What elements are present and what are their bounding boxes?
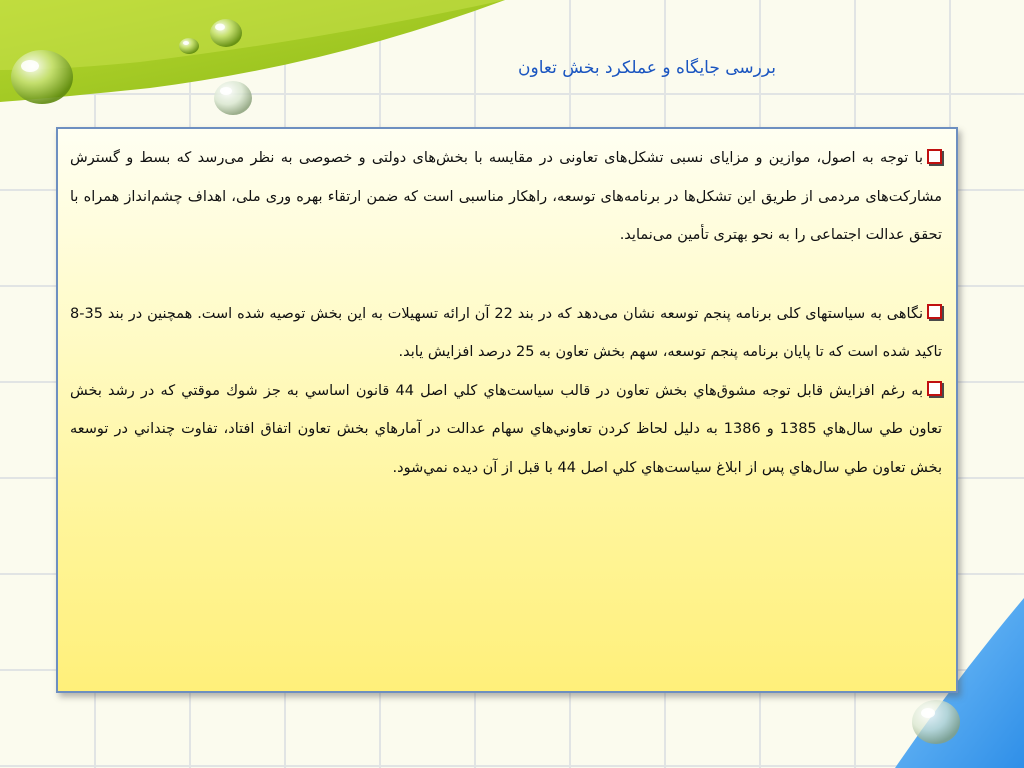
checkbox-bullet-icon [927,149,942,164]
bullet-paragraph-3 [70,372,942,488]
water-drop-icon [11,50,73,104]
water-drop-icon [210,19,242,47]
bullet-paragraph-1 [70,139,942,255]
water-drop-icon [214,81,252,115]
bullet-paragraph-2 [70,295,942,372]
water-drop-icon [179,38,199,54]
checkbox-bullet-icon [927,304,942,319]
paragraph-text-1: با توجه به اصول، موازین و مزایای نسبی تشکل‌های تعاونی در مقایسه با بخش‌های دولتی و خصوصی به نظر می‌رسد که بسط و گسترش مشارکت‌های مردمی از طریق این تشکل‌ها در برنامه‌های توسعه، راهکار مناسبی است که ضمن ارتقاء بهره وری ملی، اهداف چشم‌انداز همراه با تحقق عدالت اجتماعی را به نحو بهتری تأمین می‌نماید. [70,150,942,243]
content-box [56,127,958,693]
paragraph-text-3: به رغم افزايش قابل توجه مشوق‌هاي بخش تعاون در قالب سياست‌هاي كلي اصل 44 قانون اساسي به جز شوك موقتي كه در رشد بخش تعاون طي سال‌هاي 1385 و 1386 به دليل لحاظ كردن تعاوني‌هاي سهام عدالت در آمارهاي بخش تعاون اتفاق افتاد، تفاوت چنداني در توسعه بخش تعاون طي سال‌هاي پس از ابلاغ سياست‌هاي كلي اصل 44 با قبل از آن ديده نمي‌شود. [70,382,942,476]
paragraph-text-2: نگاهی به سیاستهای کلی برنامه پنجم توسعه نشان می‌دهد که در بند 22 آن ارائه تسهیلات به این بخش توصیه شده است. همچنین در بند 35-8 تاکید شده است که تا پایان برنامه پنجم توسعه، سهم بخش تعاون به 25 درصد افزایش یابد. [70,305,942,360]
slide-title: بررسی جایگاه و عملکرد بخش تعاون [518,58,776,78]
checkbox-bullet-icon [927,381,942,396]
water-drop-icon [912,700,960,744]
